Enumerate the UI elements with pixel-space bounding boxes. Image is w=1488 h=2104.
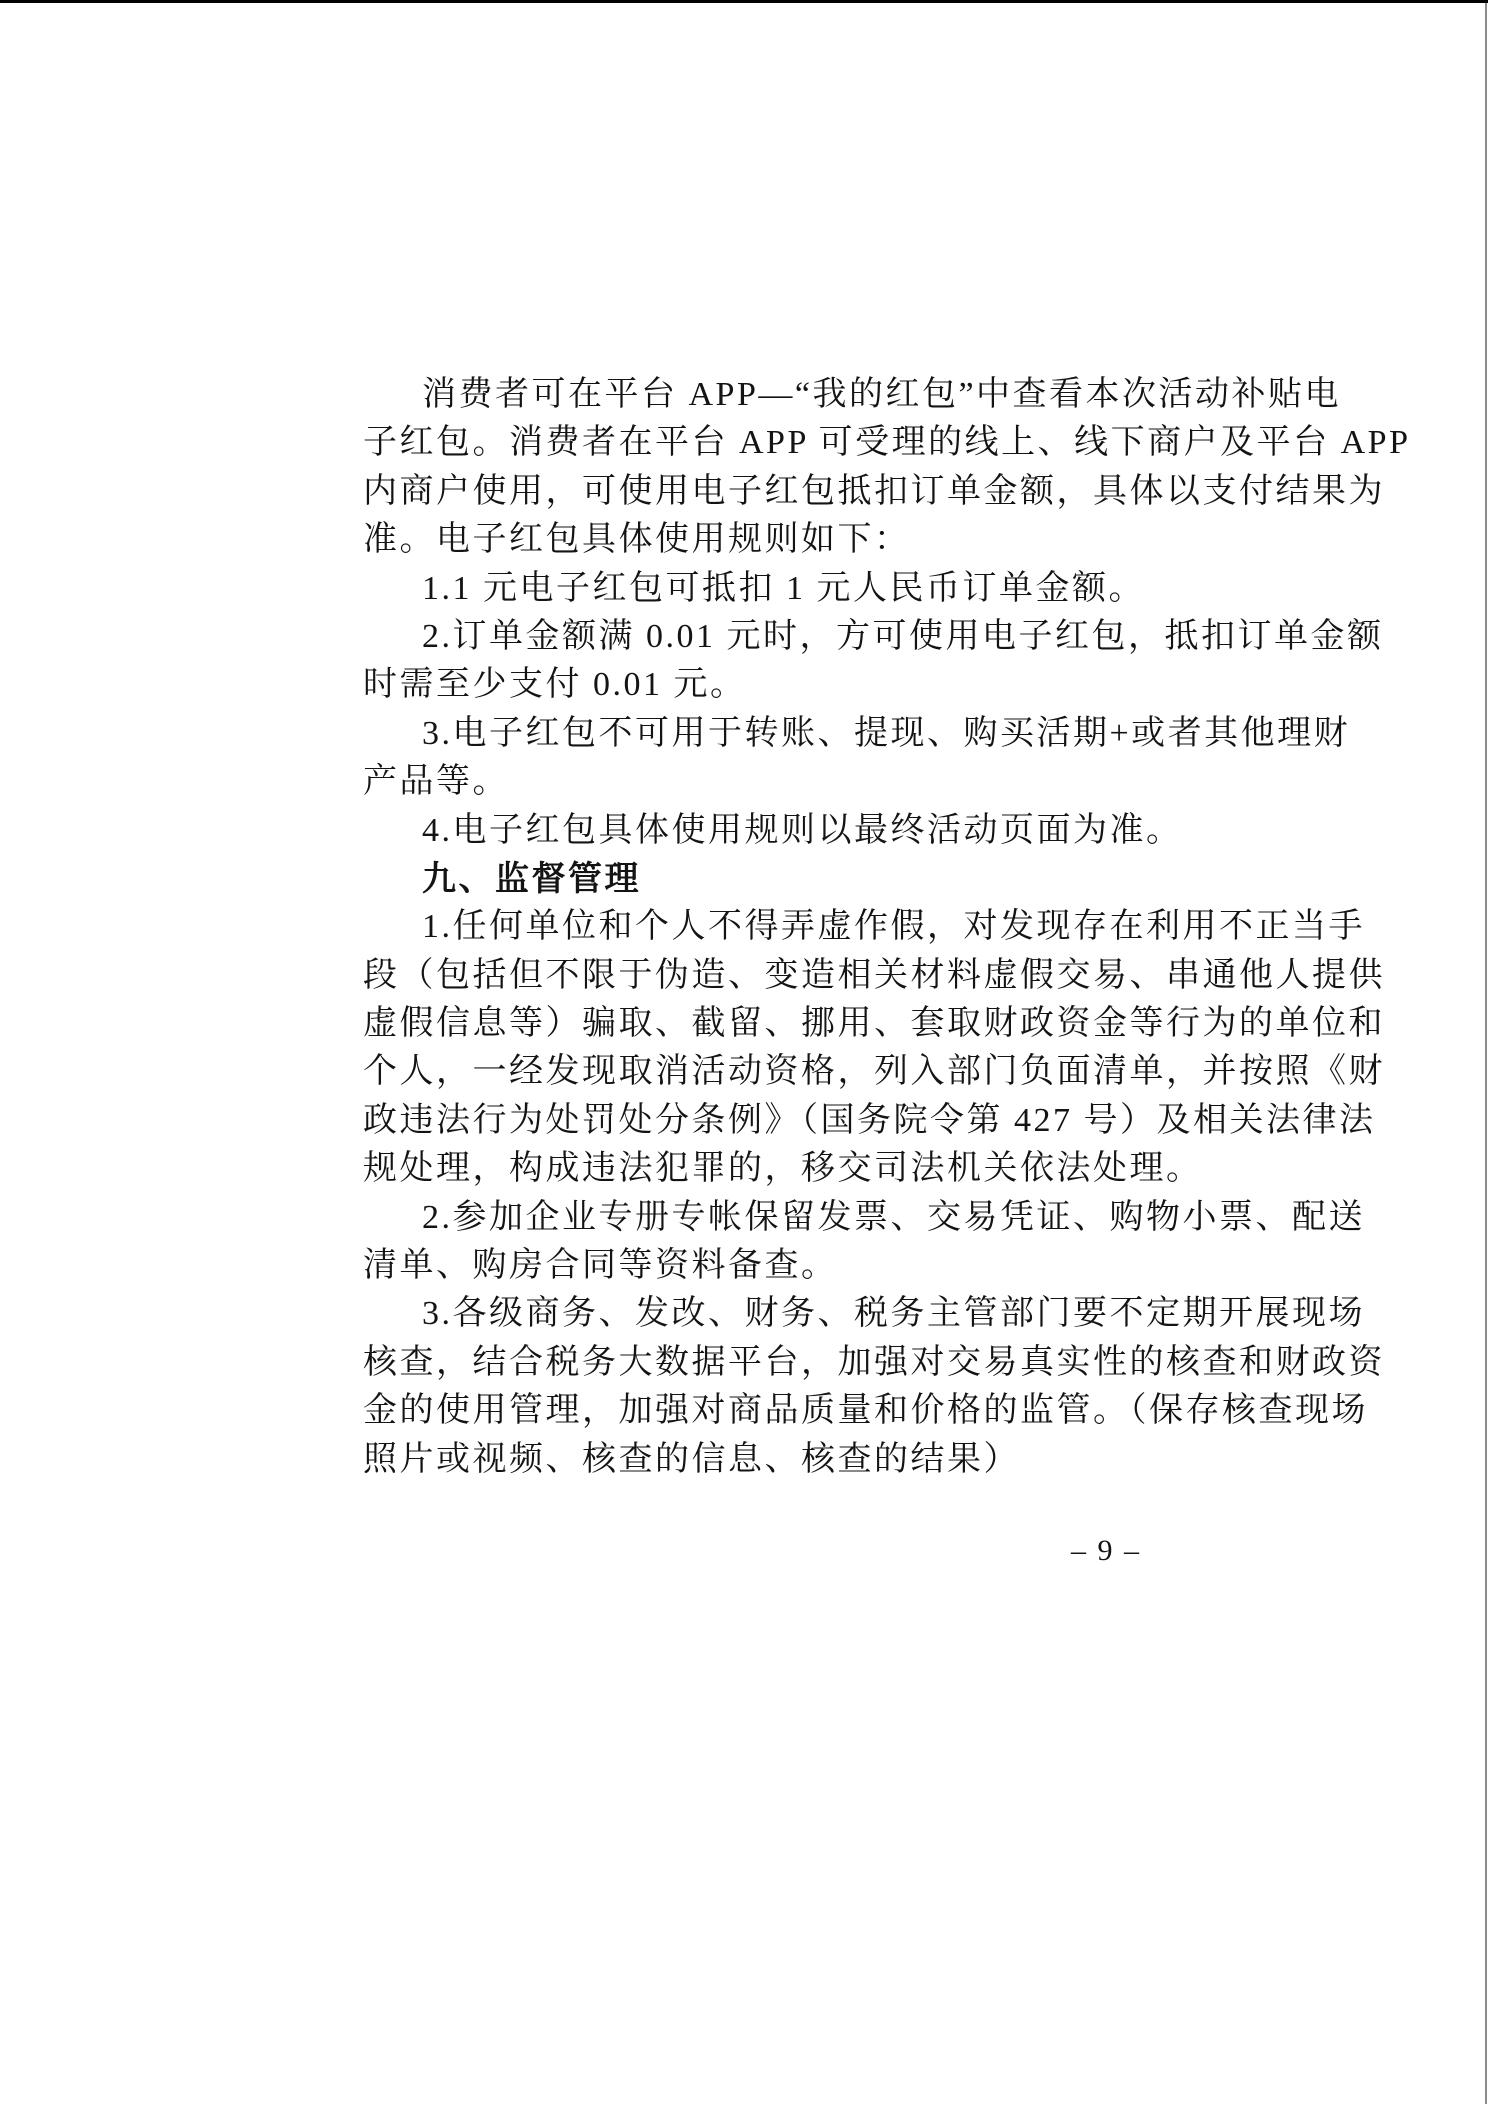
text-line: 照片或视频、核查的信息、核查的结果）	[363, 1440, 1020, 1478]
page-number: – 9 –	[1071, 1534, 1141, 1567]
text-line: 清单、购房合同等资料备查。	[363, 1247, 838, 1285]
text-line: 时需至少支付 0.01 元。	[363, 666, 747, 704]
text-line: 政违法行为处罚处分条例》（国务院令第 427 号）及相关法律法	[363, 1101, 1376, 1139]
text-line: 2.订单金额满 0.01 元时，方可使用电子红包，抵扣订单金额	[422, 617, 1384, 655]
text-line: 3.电子红包不可用于转账、提现、购买活期+或者其他理财	[422, 714, 1351, 752]
text-line: 规处理，构成违法犯罪的，移交司法机关依法处理。	[363, 1150, 1203, 1188]
text-line: 1.任何单位和个人不得弄虚作假，对发现存在利用不正当手	[422, 908, 1365, 946]
text-line: 核查，结合税务大数据平台，加强对交易真实性的核查和财政资	[363, 1343, 1385, 1381]
text-line: 子红包。消费者在平台 APP 可受理的线上、线下商户及平台 APP	[363, 424, 1411, 462]
text-line: 1.1 元电子红包可抵扣 1 元人民币订单金额。	[422, 569, 1145, 607]
text-line: 段（包括但不限于伪造、变造相关材料虚假交易、串通他人提供	[363, 956, 1385, 994]
text-line: 2.参加企业专册专帐保留发票、交易凭证、购物小票、配送	[422, 1198, 1365, 1236]
text-line: 准。电子红包具体使用规则如下：	[363, 521, 911, 559]
document-body	[363, 371, 1411, 1484]
text-line: 产品等。	[363, 763, 509, 801]
section-heading: 九、监督管理	[422, 859, 641, 898]
text-line: 个人，一经发现取消活动资格，列入部门负面清单，并按照《财	[363, 1053, 1385, 1091]
page-right-edge-line	[1485, 3, 1487, 2104]
text-line: 金的使用管理，加强对商品质量和价格的监管。（保存核查现场	[363, 1392, 1368, 1430]
text-line: 虚假信息等）骗取、截留、挪用、套取财政资金等行为的单位和	[363, 1005, 1385, 1043]
text-line: 4.电子红包具体使用规则以最终活动页面为准。	[422, 811, 1183, 849]
text-line: 消费者可在平台 APP—“我的红包”中查看本次活动补贴电	[422, 376, 1342, 413]
text-line: 3.各级商务、发改、财务、税务主管部门要不定期开展现场	[422, 1295, 1365, 1333]
text-line: 内商户使用，可使用电子红包抵扣订单金额，具体以支付结果为	[363, 472, 1385, 510]
